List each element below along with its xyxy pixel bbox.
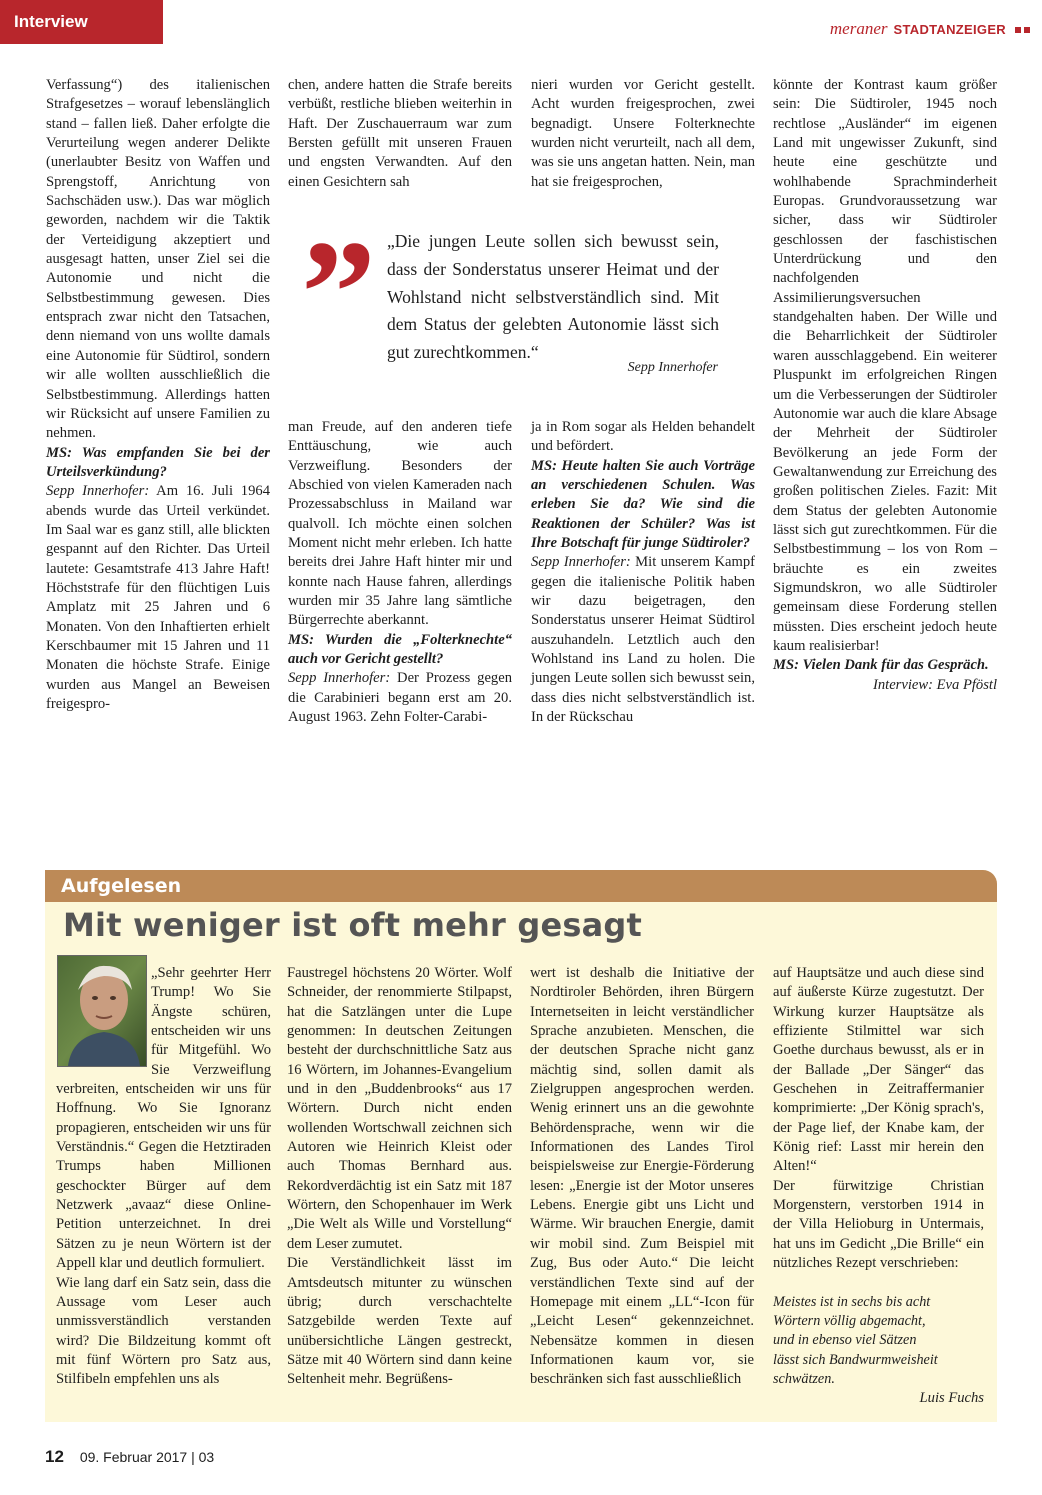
interview-answer (288, 669, 512, 727)
masthead-brand: meraner (829, 19, 888, 38)
section-rubric: Interview (0, 0, 163, 44)
box-label: Aufgelesen (45, 870, 997, 902)
aufgelesen-column-3 (530, 964, 754, 1390)
pull-quote-text: „Die jungen Leute sollen sich bewusst sein, dass der Sonderstatus unserer Heimat und der Wohlstand nicht selbstverständlich sind. Mit dem Status der gelebten Autonomie lässt sich gut zurechtkommen.“ (387, 231, 719, 363)
page-number: 12 (45, 1447, 64, 1466)
speaker-name: Sepp Innerhofer: (531, 554, 631, 571)
poem-line: Wörtern völlig abgemacht, (773, 1312, 926, 1329)
pull-quote-author: Sepp Innerhofer (627, 360, 718, 375)
interview-column-4 (773, 76, 997, 695)
interview-question: MS: Was empfanden Sie bei der Urteilsverkündung? (46, 444, 270, 480)
poem-line: schwätzen. (773, 1370, 835, 1387)
aufgelesen-text: Der fürwitzige Christian Morgenstern, verstorben 1914 in der Villa Helioburg in Untermais, hat uns im Gedicht „Die Brille“ ein nützliches Rezept verschrieben: (773, 1177, 984, 1272)
aufgelesen-text: Wie lang darf ein Satz sein, dass die Aussage vom Leser auch unmissverständlich verstanden wird? Die Bildzeitung kommt oft mit fünf Wörtern pro Satz aus, Stilfibeln empfehlen uns als (56, 1274, 271, 1388)
interview-question: MS: Vielen Dank für das Gespräch. (773, 657, 989, 674)
pull-quote (295, 210, 725, 388)
poem (773, 1293, 984, 1390)
interview-question: MS: Wurden die „Folterknechte“ auch vor Gericht gestellt? (288, 631, 512, 668)
answer-text: Am 16. Juli 1964 abends wurde das Urteil verkündet. Im Saal war es ganz still, alle blickten gespannt auf den Richter. Das Urteil lautete: Gesamtstrafe 413 Jahre Haft! Höchststrafe für den flüchtigen Luis Amplatz mit 25 Jahren und 6 Monaten. Von den Inhaftierten erhielt Kerschbaumer mit 15 Jahren und 11 Monaten die höchste Strafe. Einige wurden aus Mangel an Beweisen freigespro- (46, 483, 270, 712)
aufgelesen-column-1-wrap (56, 964, 271, 1390)
aufgelesen-author: Luis Fuchs (919, 1390, 984, 1407)
poem-line: lässt sich Bandwurmweisheit (773, 1351, 938, 1368)
interview-column-2-top (288, 76, 512, 192)
answer-text: Mit unserem Kampf gegen die italienische Politik haben wir dazu beigetragen, den Sonderstatus unserer Heimat Südtirol auszuhandeln. Letztlich auch den Wohlstand ins Land zu holen. Die jungen Leute sollen sich bewusst sein, dass dies nicht selbstverständlich ist. In der Rückschau (531, 554, 756, 726)
aufgelesen-text: Faustregel höchstens 20 Wörter. Wolf Schneider, der renommierte Stilpapst, hat die Satzlängen unter die Lupe genommen: In deutschen Zeitungen besteht der durchschnittliche Satz aus 16 Wörtern, im Johannes-Evangelium und in den „Buddenbrooks“ aus 17 Wörtern. Durch nicht enden wollenden Wortschwall zeichnen sich Autoren wie Heinrich Kleist oder auch Thomas Bernhard aus. Rekordverdächtig ist ein Satz mit 187 Wörtern, den Schopenhauer im Werk „Die Welt als Wille und Vorstellung“ dem Leser zumutet. (287, 965, 512, 1252)
masthead-name: STADTANZEIGER (893, 21, 1006, 37)
interview-text: Verfassung“) des italienischen Strafgesetzes – worauf lebenslänglich stand – fallen ließ. Daher erfolgte die Verurteilung wegen anderer Delikte (unerlaubter Besitz von Waffen und Sprengstoff, Anrichtung von Sachschäden usw.). Das war möglich geworden, nachdem wir die Taktik der Verteidigung akzeptiert und ausgesagt hatten, unser Ziel sei die Autonomie und nicht die Selbstbestimmung gewesen. Dies entsprach zwar nicht den Tatsachen, denn niemand von uns wollte damals eine Autonomie für Südtirol, sondern wir alle wollten ausschließlich die Selbstbestimmung. Allerdings hatten wir Rücksicht auf unsere Familien zu nehmen. (46, 77, 270, 442)
photo-spacer (56, 964, 151, 1068)
aufgelesen-text: Die Verständlichkeit lässt im Amtsdeutsch mitunter zu wünschen übrig; durch verschachtelte Satzgebilde werden Texte auf unübersichtliche Längen gestreckt, Sätze mit 40 Wörtern sind dann keine Seltenheit mehr. Begrüßens- (287, 1255, 512, 1388)
interview-column-3-bottom (531, 418, 755, 728)
interview-text: ja in Rom sogar als Helden behandelt und befördert. (531, 419, 755, 455)
masthead-squares (1012, 20, 1030, 38)
issue-date: 09. Februar 2017 | 03 (79, 1449, 215, 1465)
poem-line: Meistes ist in sechs bis acht (773, 1293, 931, 1310)
speaker-name: Sepp Innerhofer: (46, 483, 150, 500)
masthead (830, 19, 1030, 39)
aufgelesen-column-4 (773, 964, 984, 1409)
box-title: Mit weniger ist oft mehr gesagt (63, 906, 642, 944)
page-footer (45, 1447, 214, 1467)
interview-credit: Interview: Eva Pföstl (872, 676, 997, 693)
interview-column-2-bottom (288, 418, 512, 728)
interview-column-3-top (531, 76, 755, 192)
interview-column-1 (46, 76, 270, 714)
poem-line: und in ebenso viel Sätzen (773, 1332, 917, 1349)
interview-answer (531, 553, 755, 727)
speaker-name: Sepp Innerhofer: (288, 670, 391, 687)
interview-text: nieri wurden vor Gericht gestellt. Acht wurden freigesprochen, zwei begnadigt. Unsere Folterknechte wurden nicht verurteilt, nach all dem, was sie uns angetan hatten. Nein, man hat sie freigesprochen, (531, 77, 755, 190)
aufgelesen-text: wert ist deshalb die Initiative der Nordtiroler Behörden, ihren Bürgern Internetseiten in leicht verständlicher Sprache anzubieten. Menschen, die der deutschen Sprache nicht ganz mächtig sind, sollen damit als Zielgruppen angesprochen werden. Wenig erinnert uns an die gewohnte Behördensprache, wenn wir die Informationen des Landes Tirol beispielsweise zur Energie-Förderung lesen: „Energie ist der Motor unseres Lebens. Energie gibt uns Licht und Wärme. Wir brauchen Energie, damit wir mobil sind. Zum Beispiel mit Zug, Bus oder Auto.“ Die leicht verständlichen Texte sind auf der Homepage mit einem „LL“-Icon für „Leicht Lesen“ gekennzeichnet. Nebensätze kommen in diesen Informationen kaum vor, sie beschränken sich fast ausschließlich (530, 965, 754, 1388)
aufgelesen-text: „Sehr geehrter Herr Trump! Wo Sie Ängste schüren, entscheiden wir uns für Mitgefühl. Wo Sie Verzweiflung verbreiten, entscheiden wir uns für Hoffnung. Wo Sie Ignoranz propagieren, entscheiden wir uns für Verständnis.“ Gegen die Hetztiraden Trumps haben Millionen geschockter Bürger auf dem Netzwerk „avaaz“ diese Online-Petition unterzeichnet. In drei Sätzen zu je neun Wörtern ist der Appell klar und deutlich formuliert. (56, 965, 271, 1272)
interview-answer (46, 482, 270, 714)
interview-question: MS: Heute halten Sie auch Vorträge an verschiedenen Schulen. Was erleben Sie da? Wie sind die Reaktionen der Schüler? Was ist Ihre Botschaft für junge Südtiroler? (531, 457, 755, 552)
aufgelesen-text: auf Hauptsätze und auch diese sind auf äußerste Kürze zugestutzt. Der Wirkung kurzer Hauptsätze als effiziente Stilmittel war sich Goethe durchaus bewusst, als er in der Ballade „Der Sänger“ das Geschehen in Zeitraffermanier komprimierte: „Der König sprach's, der Page lief, der Knabe kam, der König rief: Lasst mir herein den Alten!“ (773, 965, 984, 1175)
aufgelesen-column-2 (287, 964, 512, 1390)
interview-text: chen, andere hatten die Strafe bereits verbüßt, restliche blieben weiterhin in Haft. Der Zuschauerraum war zum Bersten gefüllt mit unseren Frauen und engsten Verwandten. Auf den einen Gesichtern sah (288, 77, 512, 190)
answer-text: Der Prozess gegen die Carabinieri begann erst am 20. August 1963. Zehn Folter-Carabi- (288, 670, 512, 726)
quote-marks-icon: ” (301, 210, 376, 376)
interview-text: man Freude, auf den anderen tiefe Enttäuschung, wie auch Verzweiflung. Besonders der Abschied von vielen Kameraden nach Prozessabschluss in Mailand war qualvoll. Ich möchte einen solchen Moment nicht mehr erleben. Ich hatte bereits drei Jahre Haft hinter mir und konnte nach Hause fahren, allerdings wurden mir 35 Jahre lang sämtliche Bürgerrechte aberkannt. (288, 419, 512, 629)
interview-text: könnte der Kontrast kaum größer sein: Die Südtiroler, 1945 noch rechtlose „Ausländer“ im eigenen Land mit ungewisser Zukunft, sind heute eine geschützte und wohlhabende Sprachminderheit Europas. Grundvoraussetzung war sicher, dass wir Südtiroler geschlossen der faschistischen Unterdrückung und den nachfolgenden Assimilierungsversuchen standgehalten haben. Der Wille und die Beharrlichkeit der Südtiroler waren ausschlaggebend. Ein weiterer Pluspunkt im erfolgreichen Ringen um die Verbesserungen der Südtiroler Autonomie war auch die klare Absage der Mehrheit der Südtiroler Bevölkerung an jede Form der Gewaltanwendung zur Erreichung des großen politischen Zieles. Fazit: Mit dem Status der gelebten Autonomie lässt sich gut zurechtkommen. Für die Selbstbestimmung – los von Rom – bräuchte es ein zweites Sigmundskron, wo alle Südtiroler gemeinsam diese Forderung stellen müssten. Dies erscheint jedoch heute kaum realisierbar! (773, 77, 997, 654)
